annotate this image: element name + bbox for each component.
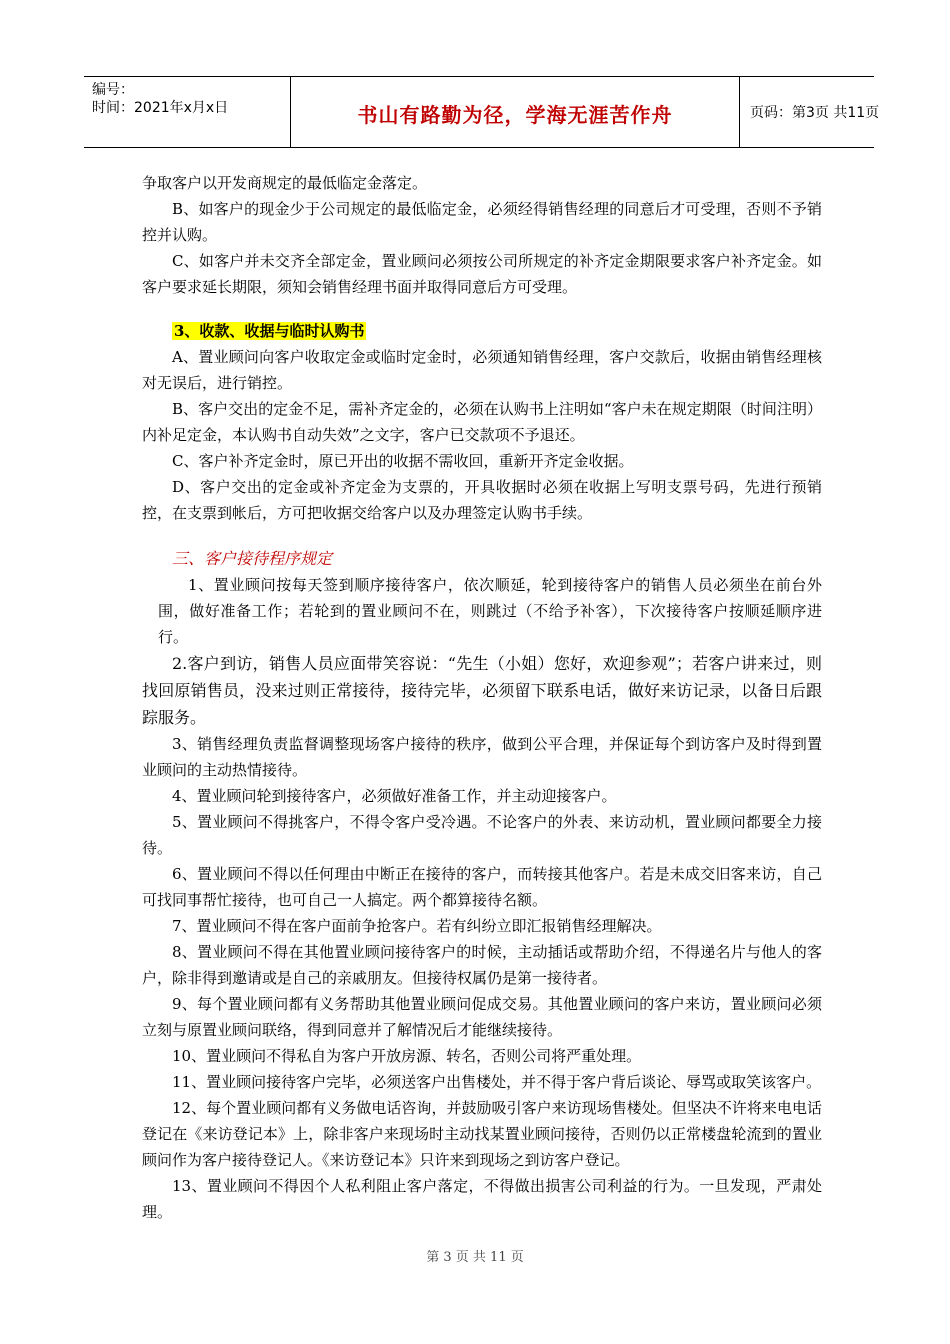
rule-item: 13、置业顾问不得因个人私利阻止客户落定，不得做出损害公司利益的行为。一旦发现，严肃处理。: [142, 1177, 822, 1221]
paragraph: C、如客户并未交齐全部定金，置业顾问必须按公司所规定的补齐定金期限要求客户补齐定金。如客户要求延长期限，须知会销售经理书面并取得同意后方可受理。: [142, 252, 822, 296]
rule-item: 11、置业顾问接待客户完毕，必须送客户出售楼处，并不得于客户背后谈论、辱骂或取笑该客户。: [172, 1073, 822, 1091]
rule-item: 6、置业顾问不得以任何理由中断正在接待的客户，而转接其他客户。若是未成交旧客来访，自己可找同事帮忙接待，也可自己一人搞定。两个都算接待名额。: [142, 865, 822, 909]
rule-item: 10、置业顾问不得私自为客户开放房源、转名，否则公司将严重处理。: [172, 1047, 642, 1065]
paragraph: B、客户交出的定金不足，需补齐定金的，必须在认购书上注明如“客户未在规定期限（时间注明）内补足定金，本认购书自动失效”之文字，客户已交款项不予退还。: [142, 400, 822, 444]
section-heading: 三、客户接待程序规定: [172, 549, 333, 568]
paragraph: A、置业顾问向客户收取定金或临时定金时，必须通知销售经理，客户交款后，收据由销售经理核对无误后，进行销控。: [142, 348, 822, 392]
rule-item: 8、置业顾问不得在其他置业顾问接待客户的时候，主动插话或帮助介绍，不得递名片与他人的客户，除非得到邀请或是自己的亲戚朋友。但接待权属仍是第一接待者。: [142, 943, 822, 987]
header-motto: 书山有路勤为径，学海无涯苦作舟: [357, 103, 673, 127]
spacer: [142, 300, 822, 318]
header-motto-cell: [290, 77, 740, 147]
spacer: [142, 526, 822, 546]
header-meta-cell: [84, 77, 290, 147]
header-page-cell: [738, 77, 880, 147]
header-page-number: 页码：第3页 共11页: [750, 105, 880, 121]
rule-item: 4、置业顾问轮到接待客户，必须做好准备工作，并主动迎接客户。: [172, 787, 617, 805]
paragraph: D、客户交出的定金或补齐定金为支票的，开具收据时必须在收据上写明支票号码，先进行预销控，在支票到帐后，方可把收据交给客户以及办理签定认购书手续。: [142, 478, 822, 522]
document-time-label: 时间：2021年x月x日: [92, 100, 229, 116]
rule-item: 1、置业顾问按每天签到顺序接待客户，依次顺延，轮到接待客户的销售人员必须坐在前台外围，做好准备工作；若轮到的置业顾问不在，则跳过（不给予补客），下次接待客户按顺延顺序进行。: [158, 576, 822, 646]
rule-item: 7、置业顾问不得在客户面前争抢客户。若有纠纷立即汇报销售经理解决。: [172, 917, 662, 935]
paragraph: B、如客户的现金少于公司规定的最低临定金，必须经得销售经理的同意后才可受理，否则不予销控并认购。: [142, 200, 822, 244]
page-footer: 第 3 页 共 11 页: [426, 1250, 524, 1265]
document-body: [142, 170, 822, 1225]
rule-item: 5、置业顾问不得挑客户，不得令客户受冷遇。不论客户的外表、来访动机，置业顾问都要全力接待。: [142, 813, 822, 857]
paragraph: C、客户补齐定金时，原已开出的收据不需收回，重新开齐定金收据。: [172, 452, 634, 470]
rule-item: 9、每个置业顾问都有义务帮助其他置业顾问促成交易。其他置业顾问的客户来访，置业顾问必须立刻与原置业顾问联络，得到同意并了解情况后才能继续接待。: [142, 995, 822, 1039]
paragraph: 争取客户以开发商规定的最低临定金落定。: [142, 174, 428, 192]
page-header: [84, 76, 880, 148]
rule-item: 2.客户到访，销售人员应面带笑容说：“先生（小姐）您好，欢迎参观”；若客户讲来过，则找回原销售员，没来过则正常接待，接待完毕，必须留下联系电话，做好来访记录，以备日后跟踪服务。: [142, 654, 822, 727]
rule-item: 3、销售经理负责监督调整现场客户接待的秩序，做到公平合理，并保证每个到访客户及时得到置业顾问的主动热情接待。: [142, 735, 822, 779]
subsection-heading: 3、收款、收据与临时认购书: [174, 322, 365, 340]
document-number-label: 编号：: [92, 82, 134, 98]
rule-item: 12、每个置业顾问都有义务做电话咨询，并鼓励吸引客户来访现场售楼处。但坚决不许将来电电话登记在《来访登记本》上，除非客户来现场时主动找某置业顾问接待，否则仍以正常楼盘轮流到的置业顾问作为客户接待登记人。《来访登记本》只许来到现场之到访客户登记。: [142, 1099, 822, 1169]
